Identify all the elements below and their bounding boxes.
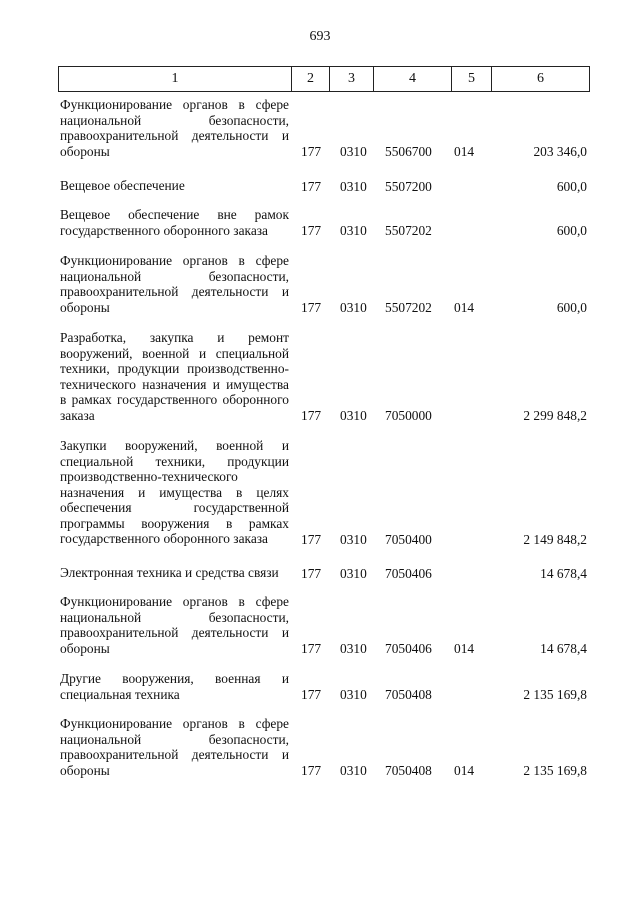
row-name: Функционирование органов в сфере национальной безопасности, правоохранительной деятельности и обороны xyxy=(60,716,289,778)
row-code-2: 177 xyxy=(301,178,322,194)
row-code-3: 0310 xyxy=(340,299,367,315)
row-code-3: 0310 xyxy=(340,762,367,778)
row-code-3: 0310 xyxy=(340,222,367,238)
row-code-4: 5507200 xyxy=(385,178,432,194)
row-code-5: 014 xyxy=(454,299,475,315)
row-amount: 14 678,4 xyxy=(540,640,587,656)
row-amount: 203 346,0 xyxy=(533,143,587,159)
table-row xyxy=(60,97,590,159)
row-code-4: 7050400 xyxy=(385,531,432,547)
row-code-2: 177 xyxy=(301,762,322,778)
row-code-4: 5507202 xyxy=(385,222,432,238)
row-code-3: 0310 xyxy=(340,407,367,423)
row-code-2: 177 xyxy=(301,222,322,238)
row-code-4: 5507202 xyxy=(385,299,432,315)
row-amount: 14 678,4 xyxy=(540,565,587,581)
table-row xyxy=(60,716,590,778)
page-number: 693 xyxy=(309,29,331,44)
row-code-2: 177 xyxy=(301,407,322,423)
row-code-2: 177 xyxy=(301,565,322,581)
table-row xyxy=(60,253,590,315)
column-header-row xyxy=(59,67,590,92)
row-code-3: 0310 xyxy=(340,686,367,702)
table-row xyxy=(60,207,590,238)
column-header-4: 4 xyxy=(374,67,452,92)
row-code-4: 7050406 xyxy=(385,640,432,656)
row-code-2: 177 xyxy=(301,531,322,547)
row-code-3: 0310 xyxy=(340,178,367,194)
row-code-5: 014 xyxy=(454,143,475,159)
row-amount: 600,0 xyxy=(556,299,587,315)
table-row xyxy=(60,594,590,656)
row-amount: 2 299 848,2 xyxy=(523,407,587,423)
table-row xyxy=(60,671,590,702)
column-header-3: 3 xyxy=(330,67,374,92)
column-header-5: 5 xyxy=(452,67,492,92)
row-code-3: 0310 xyxy=(340,640,367,656)
row-name: Функционирование органов в сфере национальной безопасности, правоохранительной деятельности и обороны xyxy=(60,253,289,315)
row-name: Другие вооружения, военная и специальная техника xyxy=(60,671,289,702)
table-row xyxy=(60,330,590,423)
row-name: Электронная техника и средства связи xyxy=(60,565,279,580)
row-code-2: 177 xyxy=(301,143,322,159)
row-code-4: 7050408 xyxy=(385,686,432,702)
row-code-4: 7050408 xyxy=(385,762,432,778)
row-code-4: 5506700 xyxy=(385,143,432,159)
table-row xyxy=(60,565,590,581)
row-amount: 2 135 169,8 xyxy=(523,762,587,778)
row-code-4: 7050406 xyxy=(385,565,432,581)
table-row xyxy=(60,438,590,547)
row-name: Закупки вооружений, военной и специальной техники, продукции производственно-технического назначения и имущества в целях обеспечения государственной программы вооружения в рамках государственного оборонного заказа xyxy=(60,438,289,546)
row-code-4: 7050000 xyxy=(385,407,432,423)
row-code-3: 0310 xyxy=(340,531,367,547)
column-header-6: 6 xyxy=(492,67,590,92)
row-amount: 600,0 xyxy=(556,178,587,194)
column-header-1: 1 xyxy=(59,67,292,92)
row-code-2: 177 xyxy=(301,686,322,702)
row-code-5: 014 xyxy=(454,762,475,778)
table-row xyxy=(60,178,590,194)
row-name: Вещевое обеспечение вне рамок государственного оборонного заказа xyxy=(60,207,289,238)
row-name: Вещевое обеспечение xyxy=(60,178,185,193)
column-header-2: 2 xyxy=(292,67,330,92)
row-name: Разработка, закупка и ремонт вооружений, военной и специальной техники, продукции производственно-технического назначения и имущества в рамках государственного оборонного заказа xyxy=(60,330,289,423)
row-code-2: 177 xyxy=(301,640,322,656)
row-name: Функционирование органов в сфере национальной безопасности, правоохранительной деятельности и обороны xyxy=(60,97,289,159)
row-amount: 600,0 xyxy=(556,222,587,238)
row-code-2: 177 xyxy=(301,299,322,315)
row-code-3: 0310 xyxy=(340,565,367,581)
row-name: Функционирование органов в сфере национальной безопасности, правоохранительной деятельности и обороны xyxy=(60,594,289,656)
row-amount: 2 149 848,2 xyxy=(523,531,587,547)
row-code-5: 014 xyxy=(454,640,475,656)
row-code-3: 0310 xyxy=(340,143,367,159)
column-header-table xyxy=(58,66,590,92)
row-amount: 2 135 169,8 xyxy=(523,686,587,702)
